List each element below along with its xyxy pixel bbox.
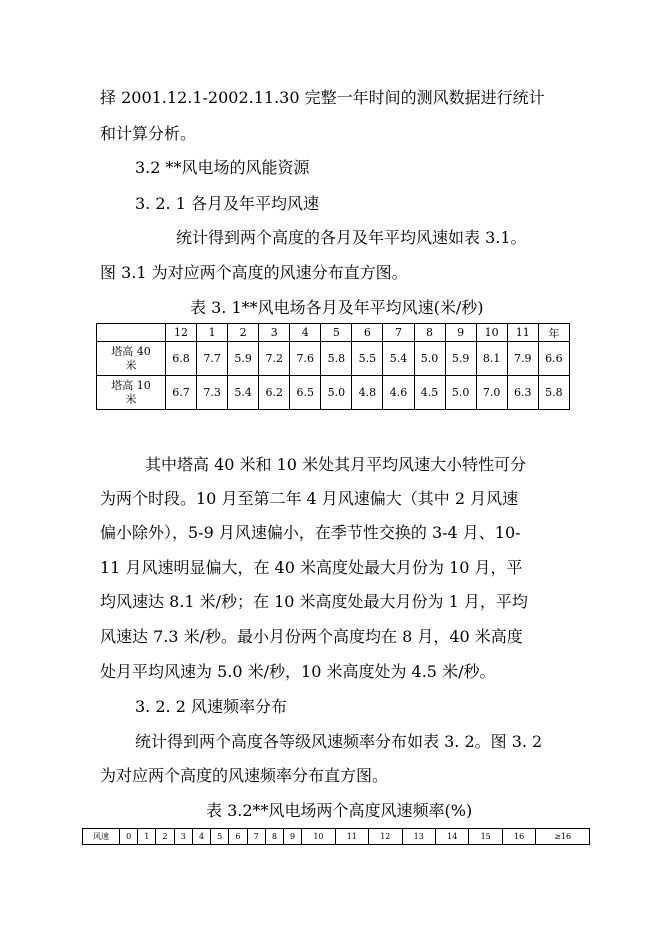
- table-header-cell: 8: [265, 829, 283, 845]
- table-cell: 4.5: [414, 376, 445, 410]
- table-header-cell: 9: [445, 324, 476, 342]
- table-cell: 7.6: [290, 342, 321, 376]
- table-cell: 5.4: [228, 376, 259, 410]
- table-header-cell: 10: [302, 829, 335, 845]
- table1: [96, 323, 570, 410]
- table-header-cell: 8: [414, 324, 445, 342]
- table-cell: 6.6: [538, 342, 569, 376]
- table2-title: 表 3.2**风电场两个高度风速频率(%): [206, 801, 473, 820]
- table-header-cell: 0: [120, 829, 138, 845]
- section-heading-3-2: 3.2 **风电场的风能资源: [135, 158, 310, 177]
- table-row: [97, 376, 570, 410]
- paragraph3-line2: 为两个时段。10 月至第二年 4 月风速偏大（其中 2 月风速: [100, 489, 519, 508]
- table-header-cell: 6: [229, 829, 247, 845]
- table-cell: 7.9: [507, 342, 538, 376]
- section-heading-3-2-2: 3. 2. 2 风速频率分布: [135, 697, 287, 716]
- table-header-cell: 14: [436, 829, 469, 845]
- table-cell: 7.3: [197, 376, 228, 410]
- table-cell: 8.1: [476, 342, 507, 376]
- paragraph3-line5: 均风速达 8.1 米/秒；在 10 米高度处最大月份为 1 月，平均: [100, 592, 528, 611]
- row-label-line2: 米: [125, 358, 137, 372]
- paragraph3-line1: 其中塔高 40 米和 10 米处其月平均风速大小特性可分: [145, 455, 527, 474]
- table-header-cell: 5: [321, 324, 352, 342]
- table-cell: 7.0: [476, 376, 507, 410]
- table-header-cell: 2: [228, 324, 259, 342]
- table-cell: 6.8: [166, 342, 197, 376]
- row-label-line1: 塔高 40: [111, 344, 151, 358]
- table-header-cell: 16: [502, 829, 535, 845]
- table-header-cell: [97, 324, 166, 342]
- table-cell: 6.5: [290, 376, 321, 410]
- row-label: [97, 376, 166, 410]
- table-header-cell: 15: [469, 829, 502, 845]
- paragraph4-line2: 为对应两个高度的风速频率分布直方图。: [100, 766, 389, 785]
- table-header-cell: 2: [156, 829, 174, 845]
- table-header-cell: ≥16: [536, 829, 590, 845]
- table1-title: 表 3. 1**风电场各月及年平均风速(米/秒): [190, 298, 484, 317]
- table2: [82, 828, 590, 845]
- table-header-cell: 年: [538, 324, 569, 342]
- paragraph3-line6: 风速达 7.3 米/秒。最小月份两个高度均在 8 月，40 米高度: [100, 627, 523, 646]
- table-cell: 7.2: [259, 342, 290, 376]
- table-header-cell: 3: [259, 324, 290, 342]
- table-header-cell: 9: [283, 829, 301, 845]
- table-cell: 5.8: [321, 342, 352, 376]
- table-cell: 5.9: [445, 342, 476, 376]
- paragraph3-line4: 11 月风速明显偏大，在 40 米高度处最大月份为 10 月，平: [100, 558, 523, 577]
- table-cell: 5.0: [445, 376, 476, 410]
- paragraph3-line3: 偏小除外），5-9 月风速偏小，在季节性交换的 3-4 月、10-: [100, 523, 521, 542]
- row-label-line2: 米: [125, 392, 137, 406]
- paragraph4-line1: 统计得到两个高度各等级风速频率分布如表 3. 2。图 3. 2: [135, 732, 543, 751]
- table-header-cell: 4: [192, 829, 210, 845]
- paragraph1-line2: 和计算分析。: [100, 124, 197, 143]
- paragraph3-line7: 处月平均风速为 5.0 米/秒，10 米高度处为 4.5 米/秒。: [100, 662, 496, 681]
- table-header-cell: 1: [138, 829, 156, 845]
- table-header-cell: 4: [290, 324, 321, 342]
- row-label-line1: 塔高 10: [111, 378, 151, 392]
- table-cell: 4.8: [352, 376, 383, 410]
- table-cell: 6.3: [507, 376, 538, 410]
- table-cell: 5.8: [538, 376, 569, 410]
- table-header-cell: 11: [335, 829, 368, 845]
- table-header-cell: 13: [402, 829, 435, 845]
- paragraph2-line2: 图 3.1 为对应两个高度的风速分布直方图。: [100, 263, 408, 282]
- table2-header-row: [83, 829, 590, 845]
- section-heading-3-2-1: 3. 2. 1 各月及年平均风速: [135, 194, 319, 213]
- table-header-cell: 12: [166, 324, 197, 342]
- table-cell: 6.2: [259, 376, 290, 410]
- table-header-cell: 1: [197, 324, 228, 342]
- paragraph1-line1: 择 2001.12.1-2002.11.30 完整一年时间的测风数据进行统计: [100, 88, 545, 107]
- table-header-cell: 3: [174, 829, 192, 845]
- table-header-cell: 5: [211, 829, 229, 845]
- table-header-cell: 7: [383, 324, 414, 342]
- table-cell: 5.9: [228, 342, 259, 376]
- paragraph2-line1: 统计得到两个高度的各月及年平均风速如表 3.1。: [176, 228, 527, 247]
- row-label: [97, 342, 166, 376]
- table-header-cell: 7: [247, 829, 265, 845]
- table-cell: 5.5: [352, 342, 383, 376]
- table-header-cell: 12: [369, 829, 402, 845]
- table-header-cell: 10: [476, 324, 507, 342]
- table-cell: 4.6: [383, 376, 414, 410]
- table-row: [97, 342, 570, 376]
- table-cell: 5.4: [383, 342, 414, 376]
- table-header-cell: 11: [507, 324, 538, 342]
- table-cell: 6.7: [166, 376, 197, 410]
- table-cell: 5.0: [414, 342, 445, 376]
- table-header-cell: 风速: [83, 829, 120, 845]
- table-cell: 7.7: [197, 342, 228, 376]
- table-header-cell: 6: [352, 324, 383, 342]
- table1-header-row: [97, 324, 570, 342]
- table-cell: 5.0: [321, 376, 352, 410]
